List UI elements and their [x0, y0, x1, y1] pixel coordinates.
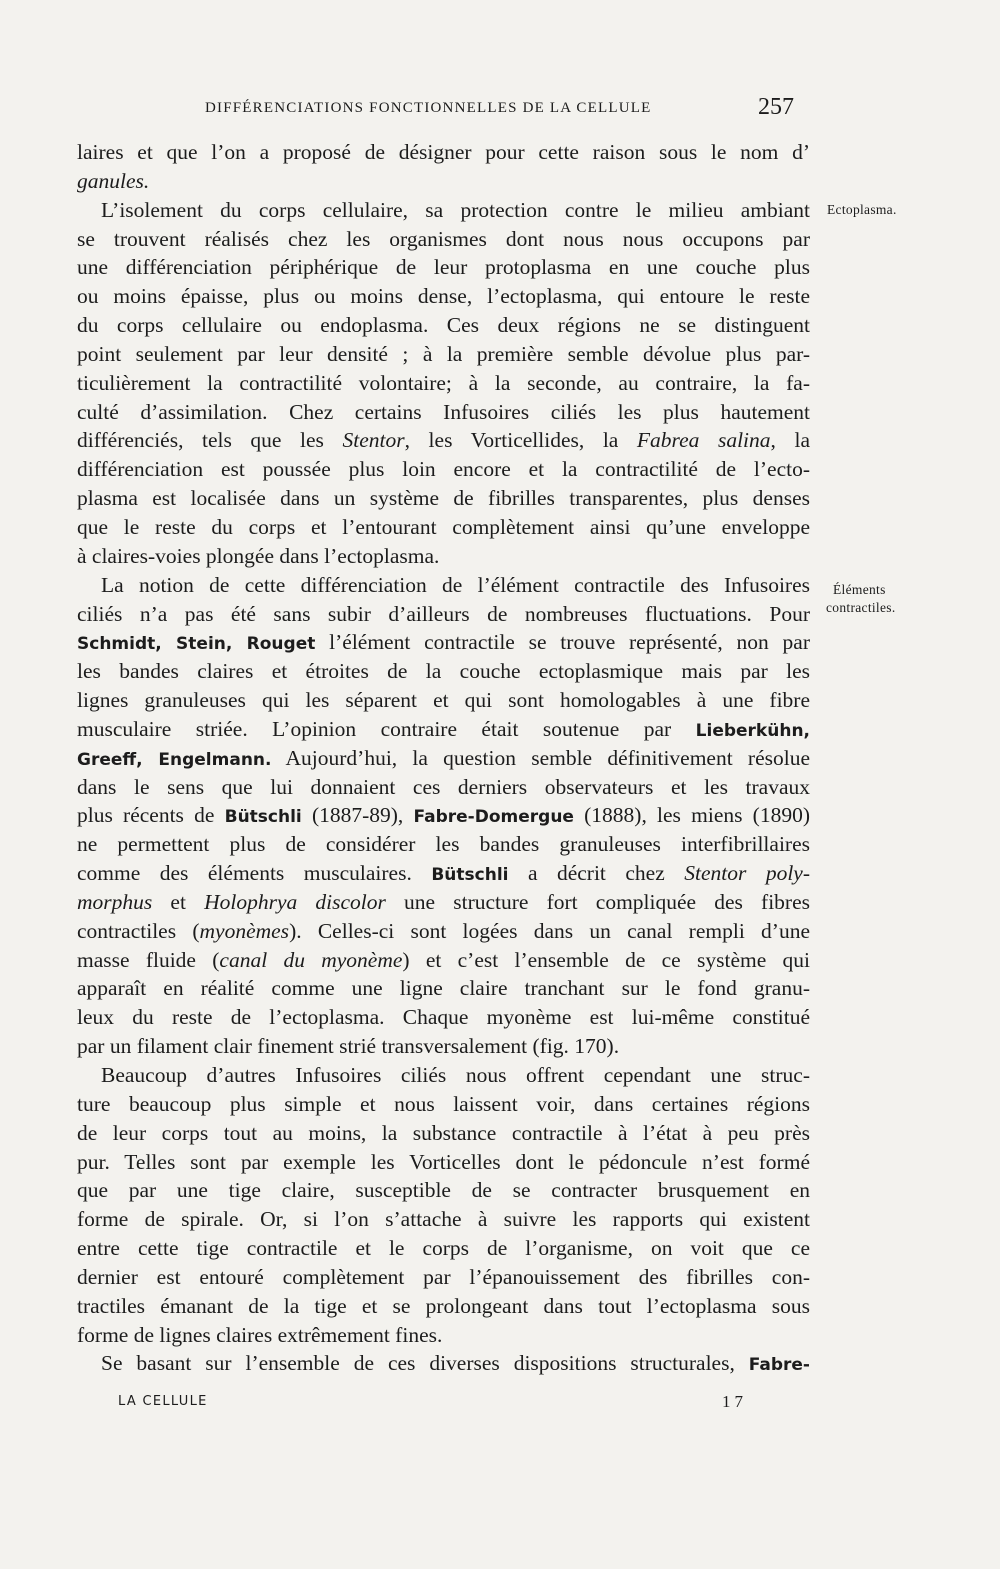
text-line: forme de lignes claires extrêmement fines.	[77, 1322, 443, 1347]
text-line: ticulièrement la contractilité volontaire; à la seconde, au contraire, la fa-	[77, 370, 810, 395]
text-line: dernier est entouré complètement par l’épanouissement des fibrilles con-	[77, 1264, 810, 1289]
text-line: Greeff, Engelmann. Aujourd’hui, la question semble définitivement résolue	[77, 745, 811, 770]
text-line: à claires-voies plongée dans l’ectoplasma.	[77, 543, 440, 568]
text-line: lignes granuleuses qui les séparent et qui sont homologables à une fibre	[77, 688, 810, 713]
text-line: apparaît en réalité comme une ligne claire tranchant sur le fond granu-	[77, 976, 810, 1001]
text-line: leux du reste de l’ectoplasma. Chaque myonème est lui-même constitué	[77, 1005, 810, 1030]
text-line: La notion de cette différenciation de l’élément contractile des Infusoires	[101, 572, 810, 597]
text-line: ou moins épaisse, plus ou moins dense, l’ectoplasma, qui entoure le reste	[77, 284, 810, 309]
page-footer	[0, 1390, 1000, 1420]
text-line: masse fluide (canal du myonème) et c’est l’ensemble de ce système qui	[77, 947, 810, 972]
signature-mark: 17	[722, 1392, 747, 1411]
text-line: forme de spirale. Or, si l’on s’attache à suivre les rapports qui existent	[77, 1207, 810, 1232]
text-line: que le reste du corps et l’entourant complètement ainsi qu’une enveloppe	[77, 514, 810, 539]
text-line: contractiles (myonèmes). Celles-ci sont logées dans un canal rempli d’une	[77, 918, 810, 943]
running-title: DIFFÉRENCIATIONS FONCTIONNELLES DE LA CELLULE	[205, 100, 652, 116]
text-line: tractiles émanant de la tige et se prolongeant dans tout l’ectoplasma sous	[77, 1293, 810, 1318]
text-line: se trouvent réalisés chez les organismes dont nous nous occupons par	[77, 226, 810, 251]
text-line: de leur corps tout au moins, la substance contractile à l’état à peu près	[77, 1120, 810, 1145]
text-line: point seulement par leur densité ; à la première semble dévolue plus par-	[77, 341, 810, 366]
text-line: L’isolement du corps cellulaire, sa protection contre le milieu ambiant	[101, 197, 810, 222]
footer-title: LA CELLULE	[118, 1394, 208, 1409]
text-line: morphus et Holophrya discolor une structure fort compliquée des fibres	[77, 889, 811, 914]
margin-note-elements: Éléments	[833, 582, 886, 597]
page-header	[0, 94, 1000, 128]
text-line: laires et que l’on a proposé de désigner pour cette raison sous le nom d’	[77, 140, 810, 164]
text-line: les bandes claires et étroites de la couche ectoplasmique mais par les	[77, 659, 810, 684]
text-line: une différenciation périphérique de leur protoplasma en une couche plus	[77, 255, 810, 280]
text-line: différenciés, tels que les Stentor, les Vorticellides, la Fabrea salina, la	[77, 428, 810, 453]
body-text	[77, 138, 810, 1378]
text-line: culté d’assimilation. Chez certains Infusoires ciliés les plus hautement	[77, 399, 810, 424]
text-line: Schmidt, Stein, Rouget l’élément contractile se trouve représenté, non par	[77, 630, 810, 655]
margin-note-contractiles: contractiles.	[826, 600, 896, 615]
margin-note-ectoplasma: Ectoplasma.	[827, 202, 897, 217]
text-line: Se basant sur l’ensemble de ces diverses dispositions structurales, Fabre-	[101, 1351, 810, 1376]
page-number: 257	[758, 94, 794, 120]
text-line: musculaire striée. L’opinion contraire était soutenue par Lieberkühn,	[77, 716, 810, 741]
text-line: ne permettent plus de considérer les bandes granuleuses interfibrillaires	[77, 832, 810, 857]
text-line: Beaucoup d’autres Infusoires ciliés nous offrent cependant une struc-	[101, 1063, 810, 1087]
text-line: comme des éléments musculaires. Bütschli a décrit chez Stentor poly-	[77, 861, 810, 886]
text-line: plus récents de Bütschli (1887-89), Fabre-Domergue (1888), les miens (1890)	[77, 803, 810, 828]
text-line: du corps cellulaire ou endoplasma. Ces deux régions ne se distinguent	[77, 313, 810, 338]
text-line: plasma est localisée dans un système de fibrilles transparentes, plus denses	[77, 486, 810, 511]
text-line: dans le sens que lui donnaient ces derniers observateurs et les travaux	[77, 774, 810, 799]
text-line: différenciation est poussée plus loin encore et la contractilité de l’ecto-	[77, 457, 810, 482]
text-line: entre cette tige contractile et le corps de l’organisme, on voit que ce	[77, 1236, 810, 1261]
text-line: pur. Telles sont par exemple les Vorticelles dont le pédoncule n’est formé	[77, 1149, 810, 1174]
text-line: par un filament clair finement strié transversalement (fig. 170).	[77, 1034, 620, 1059]
text-line: ganules.	[77, 168, 150, 193]
text-line: ture beaucoup plus simple et nous laissent voir, dans certaines régions	[77, 1091, 810, 1116]
text-line: ciliés n’a pas été sans subir d’ailleurs de nombreuses fluctuations. Pour	[77, 601, 810, 626]
text-line: que par une tige claire, susceptible de se contracter brusquement en	[77, 1178, 810, 1203]
